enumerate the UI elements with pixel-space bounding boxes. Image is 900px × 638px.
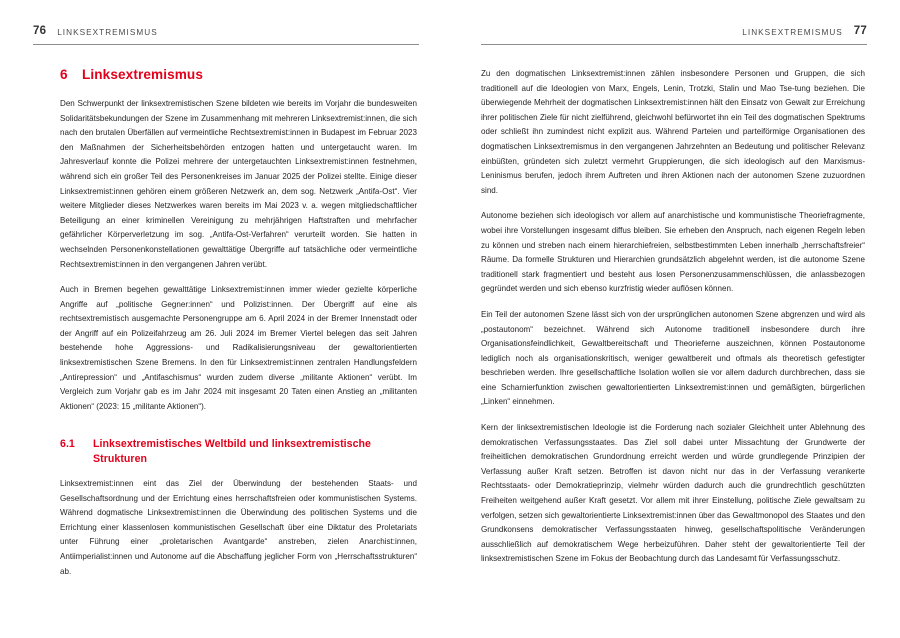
running-head-left (33, 0, 419, 44)
page-right (450, 0, 900, 638)
paragraph: Kern der linksextremistischen Ideologie ist die Forderung nach sozialer Gleichheit unter Ablehnung des demokratischen Verfassungsstaates. Das Ziel soll dabei unter Missachtung der Grundwerte der freiheitlichen demokratischen Grundordnung erreicht werden und würde grundlegende Prinzipien der Verfassung außer Kraft setzen. Betroffen ist davon nicht nur das in der Verfassung verankerte Rechtsstaats- oder Demokratieprinzip, vielmehr würden dadurch auch die grundrechtlich geschützten Freiheiten weitgehend außer Kraft gesetzt. Vor allem mit ihrer Einstellung, politische Ziele gewaltsam zu verfolgen, setzen sich gewaltorientierte Linksextremist:innen über das Gewaltmonopol des Staates und den Grundkonsens demokratischer Verfassungsstaaten hinweg, gesellschaftspolitische Veränderungen ausschließlich auf demokratischem Wege herbeizuführen. Daher steht der gewaltorientierte Teil der linksextremistischen Szene im Fokus der Beobachtung durch das Landesamt für Verfassungsschutz. (481, 423, 865, 564)
paragraph: Ein Teil der autonomen Szene lässt sich von der ursprünglichen autonomen Szene abgrenzen und wird als „postautonom“ bezeichnet. Während sich Autonome traditionell insbesondere durch ihre Organisationsfeindlichkeit, Gewaltbereitschaft und Theorieferne auszeichnen, können Postautonome lediglich noch als organisationskritisch, weniger gewaltbereit und oftmals als theoretisch gefestigter beschrieben werden. Ihre gesellschaftliche Isolation wollen sie vor allem dadurch durchbrechen, dass sie eine Scharnierfunktion zwischen gewaltorientierten Linksextremist:innen und gemäßigten, bürgerlichen „Linken“ einnehmen. (481, 309, 865, 407)
page-number-right: 77 (853, 24, 867, 37)
subsection-title: Linksextremistisches Weltbild und linksextremistische Strukturen (93, 438, 371, 465)
text-column-left (33, 45, 419, 579)
paragraph: Linksextremist:innen eint das Ziel der Überwindung der bestehenden Staats- und Gesellschaftsordnung und der Errichtung eines herrschaftsfreien oder kommunistischen Systems. Während dogmatische Linksextremist:innen die Überwindung des politischen Systems und die Errichtung einer klassenlosen kommunistischen Gesellschaft über eine Diktatur des Proletariats unter Führung einer „proletarischen Avantgarde“ anstreben, zielen Anarchist:innen, Antiimperialist:innen und Autonome auf die Abschaffung jeglicher Form von „Herrschaftsstrukturen“ ab. (60, 479, 417, 576)
subsection-heading (60, 437, 417, 466)
subsection-number: 6.1 (60, 438, 75, 451)
page-number-left: 76 (33, 24, 47, 37)
section-title: Linksextremismus (82, 67, 203, 82)
paragraph: Autonome beziehen sich ideologisch vor allem auf anarchistische und kommunistische Theoriefragmente, wobei ihre Vorstellungen insgesamt diffus bleiben. Sie erheben den Anspruch, nach eigenen Regeln leben zu können und streben nach einem hierarchiefreien, selbstbestimmten Leben innerhalb „herrschaftsfreier“ Räume. Da formelle Strukturen und Hierarchien grundsätzlich abgelehnt werden, ist die autonome Szene traditionell stark fragmentiert und besteht aus losen Personenzusammenschlüssen, die anlassbezogen gegründet werden und sich ebenso kurzfristig wieder auflösen können. (481, 211, 865, 294)
running-head-title-left: LINKSEXTREMISMUS (57, 27, 158, 37)
text-column-right (481, 45, 867, 567)
paragraph: Auch in Bremen begehen gewalttätige Linksextremist:innen immer wieder gezielte körperliche Angriffe auf „politische Gegner:innen“ und Polizist:innen. Der Übergriff auf eine als rechtsextremistisch ausgemachte Personengruppe am 6. April 2024 in der Bremer Innenstadt oder der Angriff auf ein Polizeifahrzeug am 26. Juli 2024 im Bremer Viertel belegen das seit Jahren bestehende hohe Aggressions- und Radikalisierungsniveau der gewaltorientierten linksextremistischen Szene Bremens. In den für Linksextremist:innen zentralen Handlungsfeldern „Antirepression“ und „Antifaschismus“ wurden zudem diverse „militante Aktionen“ verübt. Im Vergleich zum Vorjahr gab es im Jahr 2024 mit insgesamt 20 Taten einen Anstieg an „militanten Aktionen“ (2023: 15 „militante Aktionen“). (60, 285, 417, 411)
section-number: 6 (60, 67, 68, 82)
running-head-title-right: LINKSEXTREMISMUS (742, 27, 843, 37)
running-head-right (481, 0, 867, 44)
section-heading (60, 67, 417, 84)
paragraph: Zu den dogmatischen Linksextremist:innen zählen insbesondere Personen und Gruppen, die sich traditionell auf die Ideologien von Marx, Engels, Lenin, Trotzki, Stalin und Mao Tse-tung beziehen. Die überwiegende Mehrheit der dogmatischen Linksextremist:innen hält den Einsatz von Gewalt zur Erreichung ihrer politischen Ziele für nicht zielführend, gleichwohl befürwortet ihn ein Teil des dogmatischen Spektrums oder schließt ihn zumindest nicht explizit aus. Während Parteien und parteiförmige Organisationen des dogmatischen Linksextremismus in den vergangenen Jahrzehnten an Bedeutung und politischer Relevanz einbüßten, gründeten sich zuletzt vermehrt Gruppierungen, die sich ideologisch auf den Marxismus-Leninismus berufen, jedoch ihrem Auftreten und ihren Aktionen nach der autonomen Szene zuzuordnen sind. (481, 69, 865, 195)
paragraph: Den Schwerpunkt der linksextremistischen Szene bildeten wie bereits im Vorjahr die bundesweiten Solidaritätsbekundungen der Szene im Zusammenhang mit mehreren Linksextremist:innen, die sich nach den brutalen Überfällen auf vermeintliche Rechtsextremist:innen in Budapest im Februar 2023 den Maßnahmen der Sicherheitsbehörden entzogen hatten und untergetaucht waren. Im Jahresverlauf konnte die Polizei mehrere der untergetauchten Linksextremist:innen festnehmen, während sich ein großer Teil des Personenkreises im Januar 2025 der Polizei stellte. Einige dieser Linksextremist:innen gehören einem größeren Netzwerk an, dem sog. Netzwerk „Antifa-Ost“. Vier weitere Mitglieder dieses Netzwerkes waren bereits im Mai 2023 v. a. wegen mitgliedschaftlicher Beteiligung an einer kriminellen Vereinigung zu mehrjährigen Haftstraften und mehrfacher gefährlicher Körperverletzung im sog. „Antifa-Ost-Verfahren“ verurteilt worden. Sie hatten in wechselnden Personenkonstellationen gewalttätige Übergriffe auf tatsächliche oder vermeintliche Rechtsextremist:innen in den vergangenen Jahren verübt. (60, 98, 417, 269)
